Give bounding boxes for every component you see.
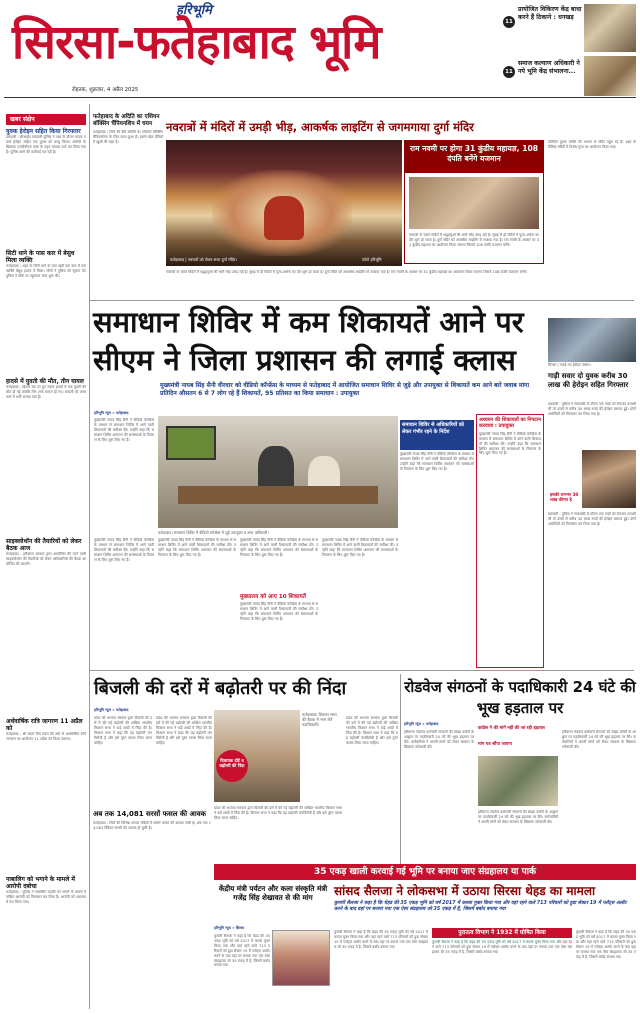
brief-6 (6, 876, 86, 1015)
heroin-photo (582, 450, 636, 508)
bijli-byline: हरिभूमि न्यूज » फतेहाबाद (94, 708, 129, 712)
roadways-bullet-1: कांग्रेस ने की मांगें नहीं की जा रही हड़ताल (478, 726, 545, 731)
brief-5 (6, 718, 86, 790)
navratri-box-headline: राम नवमी पर होगा 31 कुंडीय महायज्ञ, 108 दंपति बनेंगे यजमान (405, 141, 543, 173)
roadways-byline: हरिभूमि न्यूज » फतेहाबाद (404, 722, 439, 726)
main-subhead: मुख्यालय को आए 10 शिकायतें (240, 594, 306, 600)
bijli-body-3: प्रदेश की भाजपा सरकार द्वारा बिजली की दरों में की गई बढ़ोतरी की अखिल भारतीय किसान सभा ने कड़े शब्दों में निंदा की है। किसान सभा ने कहा कि यह बढ़ोतरी जनविरोधी है और इसे तुरंत वापस लिया जाना चाहिए। (214, 806, 342, 820)
brief-body: फतेहाबाद : शहर के सिटी थाने के पास खड़ी एक कार में एक व्यक्ति बेसुध हालत में मिला। लोगों ने पुलिस को सूचना दी। पुलिस ने मौके पर पहुंचकर जांच शुरू की। (6, 264, 86, 278)
navratri-caption: फतेहाबाद | नवरात्रों को लेकर सजा दुर्गा मंदिर। (170, 257, 237, 262)
teaser-number-2[interactable]: 11 (503, 66, 515, 78)
roadways-body-3: हरियाणा रोडवेज कर्मचारी संगठनों की सांझा कमेटी के आह्वान पर पदाधिकारी 24 घंटे की भूख हड़ताल पर बैठे। कर्मचारियों ने अपनी मांगों को लेकर सरकार के खिलाफ नारेबाजी की। (562, 730, 636, 749)
brand-logo: हरिभूमि (176, 3, 212, 18)
main-right-box (476, 414, 544, 668)
bijli-body-2: प्रदेश की भाजपा सरकार द्वारा बिजली की दरों में की गई बढ़ोतरी की अखिल भारतीय किसान सभा ने कड़े शब्दों में निंदा की है। किसान सभा ने कहा कि यह बढ़ोतरी जनविरोधी है और इसे तुरंत वापस लिया जाना चाहिए। (156, 716, 212, 745)
brief-title: हादसे में युवती की मौत, तीन घायल (6, 378, 84, 385)
bijli-badge: विधायक दोटे व बढ़ोतरी की निंदा (216, 750, 248, 782)
navratri-photo-credit: फोटो हरिभूमि (362, 257, 382, 262)
selja-deck: कुमारी सैलजा ने कहा है कि थेहड की 35 एकड़ भूमि को वर्ष 2017 में कब्जा मुक्त किया गया और वहां रहने वाले 713 परिवारों को हुडा सेक्टर 19 में प्लॉट्स अलॉट करने के बाद वहां पर बनाया गया एक ऐसा संग्रहालय जो 35 एकड़ में है, जिसमें बर्बाद बनाया गया (334, 901, 627, 913)
main-headline-2: सीएम ने जिला प्रशासन की लगाई क्लास (93, 343, 516, 377)
bijli-headline: बिजली की दरों में बढ़ोतरी पर की निंदा (94, 678, 347, 699)
bijli-body-1: प्रदेश की भाजपा सरकार द्वारा बिजली की दरों में की गई बढ़ोतरी की अखिल भारतीय किसान सभा ने कड़े शब्दों में निंदा की है। किसान सभा ने कहा कि यह बढ़ोतरी जनविरोधी है और इसे तुरंत वापस लिया जाना चाहिए। (94, 716, 152, 745)
roadways-photo (478, 756, 558, 806)
main-right-box-head: अध्ययन की शिकायतों का निपटान करवाया : उपायुक्त (479, 417, 541, 430)
roadways-body-1: हरियाणा रोडवेज कर्मचारी संगठनों की सांझा कमेटी के आह्वान पर पदाधिकारी 24 घंटे की भूख हड़ताल पर बैठे। कर्मचारियों ने अपनी मांगों को लेकर सरकार के खिलाफ नारेबाजी की। (404, 730, 474, 749)
right-top-body: प्रतिदिन युवक भक्ति की भावना से मंदिर पहुंच रहे हैं। शहर के विभिन्न मंदिरों में विशेष पूजा का आयोजन किया गया। (548, 140, 636, 149)
roadways-bullet-2: मांग पत्र सौंपा जाएगा (478, 742, 512, 747)
kendriya-headline: केंद्रीय मंत्री पर्यटन और कला संस्कृति मंत्री गजेंद्र सिंह शेखावत से की मांग (218, 884, 328, 903)
right-body-2: डबवाली : पुलिस ने नाकाबंदी के दौरान एक गाड़ी को रोककर तलाशी ली तो उसमें से करीब 30 लाख रुपये की हेरोइन बरामद हुई। दोनों आरोपियों को गिरफ्तार कर लिया गया है। (548, 512, 636, 526)
brief-label: खबर संक्षेप (6, 114, 86, 125)
navratri-box-body: नवरात्रों के चलते मंदिरों में श्रद्धालुओं की भारी भीड़ उमड़ रही है। सुबह से ही मंदिरों में पूजा-अर्चना का दौर शुरू हो जाता है। दुर्गा मंदिर को आकर्षक लाइटिंग से सजाया गया है। राम नवमी के अवसर पर 31 कुंडीय महायज्ञ का आयोजन किया जाएगा जिसमें 108 दंपति यजमान बनेंगे। (409, 233, 539, 247)
selja-headline: सांसद सैलजा ने लोकसभा में उठाया सिरसा थेहड का मामला (334, 884, 596, 898)
brief-title: सिटी थाने के पास कार में बेसुध मिला व्यक्ति (6, 250, 75, 264)
main-body-col4: मुख्यमंत्री नायब सिंह सैनी ने वीडियो कॉन्फ्रेंस के माध्यम से समाधान शिविर में आने वाली शिकायतों की समीक्षा की। उन्होंने कहा कि समाधान शिविर आमजन की समस्याओं के निवारण के लिए शुरू किए गए हैं। (240, 538, 318, 557)
brief-4 (6, 538, 86, 700)
museum-banner: 35 एकड़ खाली करवाई गई भूमि पर बनाया जाए संग्रहालय या पार्क (214, 864, 636, 880)
dateline: रोहतक, शुक्रवार, 4 अप्रैल 2025 (72, 87, 139, 93)
masthead-title: सिरसा-फतेहाबाद भूमि (12, 15, 381, 70)
aditi-story (93, 114, 163, 300)
brief-body: डबवाली : सीआईए डबवाली पुलिस ने गश्त के दौरान मादक पदार्थ हेरोइन सहित एक युवक को काबू किया। आरोपी के खिलाफ एनडीपीएस एक्ट के तहत मामला दर्ज कर लिया गया है। पुलिस आगे की कार्रवाई कर रही है। (6, 135, 86, 154)
brief-title: नाबालिग को भगाने के मामले में आरोपी दबोचा (6, 876, 75, 890)
main-photo-caption: फतेहाबाद। समाधान शिविर में वीडियो कॉन्फ्रेंस में जुड़े उपायुक्त व अन्य अधिकारी। (158, 530, 269, 535)
main-body-col3: मुख्यमंत्री नायब सिंह सैनी ने वीडियो कॉन्फ्रेंस के माध्यम से समाधान शिविर में आने वाली शिकायतों की समीक्षा की। उन्होंने कहा कि समाधान शिविर आमजन की समस्याओं के निवारण के लिए शुरू किए गए हैं। (158, 538, 236, 557)
selja-body-3: कुमारी सैलजा ने कहा है कि थेहड की 35 एकड़ भूमि को वर्ष 2017 में कब्जा मुक्त किया गया और वहां रहने वाले 713 परिवारों को हुडा सेक्टर 19 में प्लॉट्स अलॉट करने के बाद वहां पर बनाया गया एक ऐसा संग्रहालय जो 35 एकड़ में है, जिसमें बर्बाद बनाया गया (576, 930, 636, 959)
aditi-body: फतेहाबाद : जिले की बेटी अदिति का एशियन बॉक्सिंग चैंपियनशिप के लिए चयन हुआ है। इससे खेल प्रेमियों में खुशी की लहर है। (93, 130, 163, 144)
main-body-col4b: मुख्यमंत्री नायब सिंह सैनी ने वीडियो कॉन्फ्रेंस के माध्यम से समाधान शिविर में आने वाली शिकायतों की समीक्षा की। उन्होंने कहा कि समाधान शिविर आमजन की समस्याओं के निवारण के लिए शुरू किए गए हैं। (240, 602, 318, 621)
teaser-photo-1 (584, 4, 636, 52)
heroin-headline: गाड़ी सवार दो युवक करीब 30 लाख की हेरोइन सहित गिरफ्तार (548, 372, 629, 389)
bijli-photo-caption: फतेहाबाद। किसान सभा की बैठक में भाग लेते पदाधिकारी। (302, 712, 337, 728)
main-box-title: समाधान शिविर से अधिकारियों को लेकर गंभीर रहने के निर्देश (402, 422, 464, 435)
brief-body: फतेहाबाद : हिसार रोड पर हुए सड़क हादसे में एक युवती की मौत हो गई जबकि तीन अन्य घायल हो गए। घायलों को अस्पताल में भर्ती कराया गया है। (6, 385, 86, 399)
teaser-text-1[interactable]: प्रायोजित विकिरण केंद्र बाधा करने हैं ठिकाने : धनखड़ (518, 6, 582, 21)
kendriya-body: कुमारी सैलजा ने कहा है कि थेहड की 35 एकड़ भूमि को वर्ष 2017 में कब्जा मुक्त किया गया और वहां रहने वाले 713 परिवारों को हुडा सेक्टर 19 में प्लॉट्स अलॉट करने के बाद वहां पर बनाया गया एक ऐसा संग्रहालय जो 35 एकड़ में है, जिसमें बर्बाद बनाया गया (214, 934, 270, 968)
teaser-text-2[interactable]: समाज कल्याण अधिकारी ने नये भूमि केंद्र संभालना... (518, 60, 580, 75)
main-body-col2: मुख्यमंत्री नायब सिंह सैनी ने वीडियो कॉन्फ्रेंस के माध्यम से समाधान शिविर में आने वाली शिकायतों की समीक्षा की। उन्होंने कहा कि समाधान शिविर आमजन की समस्याओं के निवारण के लिए शुरू किए गए हैं। (94, 538, 154, 562)
main-body-col1: मुख्यमंत्री नायब सिंह सैनी ने वीडियो कॉन्फ्रेंस के माध्यम से समाधान शिविर में आने वाली शिकायतों की समीक्षा की। उन्होंने कहा कि समाधान शिविर आमजन की समस्याओं के निवारण के लिए शुरू किए गए हैं। (94, 418, 154, 442)
navratri-photo (166, 140, 402, 266)
brief-title: अर्धवार्षिक रात्रि जागरण 11 अप्रैल को (6, 718, 83, 732)
mustard-body: फतेहाबाद : जिले की विभिन्न अनाज मंडियों में सरसों फसल की आवक जारी है। अब तक 14,081 क्विंटल सरसों की आवक हो चुकी है। (93, 820, 211, 830)
main-headline-1: समाधान शिविर में कम शिकायतें आने पर (93, 305, 524, 339)
bijli-body-4: प्रदेश की भाजपा सरकार द्वारा बिजली की दरों में की गई बढ़ोतरी की अखिल भारतीय किसान सभा ने कड़े शब्दों में निंदा की है। किसान सभा ने कहा कि यह बढ़ोतरी जनविरोधी है और इसे तुरंत वापस लिया जाना चाहिए। (346, 716, 398, 745)
main-byline: हरिभूमि न्यूज » फतेहाबाद (94, 411, 129, 415)
brief-body: फतेहाबाद : पुलिस ने नाबालिग लड़की को भगाने के मामले में वांछित आरोपी को गिरफ्तार कर लिया है। आरोपी को अदालत में पेश किया गया। (6, 890, 86, 904)
selja-body-2: कुमारी सैलजा ने कहा है कि थेहड की 35 एकड़ भूमि को वर्ष 2017 में कब्जा मुक्त किया गया और वहां रहने वाले 713 परिवारों को हुडा सेक्टर 19 में प्लॉट्स अलॉट करने के बाद वहां पर बनाया गया एक ऐसा संग्रहालय जो 35 एकड़ में है, जिसमें बर्बाद बनाया गया (432, 940, 572, 954)
brief-2 (6, 250, 86, 344)
main-photo (158, 416, 398, 528)
brief-title: साइक्लोथॉन की तैयारियों को लेकर बैठक आज (6, 538, 82, 552)
brief-3 (6, 378, 86, 485)
selja-box: पुरातत्व विभाग ने 1932 में घोषित किया (432, 928, 572, 938)
brief-body: फतेहाबाद : श्री श्याम मित्र मंडल की ओर से अर्धवार्षिक रात्रि जागरण का आयोजन 11 अप्रैल को किया जाएगा। (6, 732, 86, 741)
main-box-body: मुख्यमंत्री नायब सिंह सैनी ने वीडियो कॉन्फ्रेंस के माध्यम से समाधान शिविर में आने वाली शिकायतों की समीक्षा की। उन्होंने कहा कि समाधान शिविर आमजन की समस्याओं के निवारण के लिए शुरू किए गए हैं। (400, 452, 474, 471)
masthead (0, 0, 500, 93)
heroin-quote: इसकी लगभग 30 लाख कीमत है (550, 492, 579, 503)
brief-1 (6, 128, 86, 190)
main-deck: मुख्यमंत्री नायब सिंह सैनी वीरवार को वीडियो कॉन्फ्रेंस के माध्यम से फतेहाबाद में आयोजित समाधान शिविर से जुड़े और उपायुक्त से शिकायतें कम आने बारे जवाब मांगा प्रतिदिन औसतन 6 से 7 लोग रहे हैं शिकायतें, 95 प्रतिशत का किया समाधान : उपायुक्त (160, 382, 530, 397)
mustard-story (93, 810, 211, 971)
navratri-headline: नवरात्रों में मंदिरों में उमड़ी भीड़, आकर्षक लाइटिंग से जगमगाया दुर्गा मंदिर (166, 120, 474, 134)
bijli-photo (214, 710, 300, 802)
teaser-number-1[interactable]: 11 (503, 16, 515, 28)
brief-title: युवक हेरोइन सहित किया गिरफ्तार (6, 128, 81, 135)
right-photo (548, 318, 636, 362)
heroin-body: डबवाली : पुलिस ने नाकाबंदी के दौरान एक गाड़ी को रोककर तलाशी ली तो उसमें से करीब 30 लाख रुपये की हेरोइन बरामद हुई। दोनों आरोपियों को गिरफ्तार कर लिया गया है। (548, 402, 636, 416)
navratri-body: नवरात्रों के चलते मंदिरों में श्रद्धालुओं की भारी भीड़ उमड़ रही है। सुबह से ही मंदिरों में पूजा-अर्चना का दौर शुरू हो जाता है। दुर्गा मंदिर को आकर्षक लाइटिंग से सजाया गया है। राम नवमी के अवसर पर 31 कुंडीय महायज्ञ का आयोजन किया जाएगा जिसमें 108 दंपति यजमान बनेंगे। (166, 270, 528, 274)
selja-body-1: कुमारी सैलजा ने कहा है कि थेहड की 35 एकड़ भूमि को वर्ष 2017 में कब्जा मुक्त किया गया और वहां रहने वाले 713 परिवारों को हुडा सेक्टर 19 में प्लॉट्स अलॉट करने के बाद वहां पर बनाया गया एक ऐसा संग्रहालय जो 35 एकड़ में है, जिसमें बर्बाद बनाया गया (334, 930, 428, 949)
roadways-headline: रोडवेज संगठनों के पदाधिकारी 24 घंटे की भूख हड़ताल पर (404, 678, 636, 717)
roadways-body-2: हरियाणा रोडवेज कर्मचारी संगठनों की सांझा कमेटी के आह्वान पर पदाधिकारी 24 घंटे की भूख हड़ताल पर बैठे। कर्मचारियों ने अपनी मांगों को लेकर सरकार के खिलाफ नारेबाजी की। (478, 810, 558, 824)
right-caption: सिरसा | पकड़े गए हेरोइन तस्कर। (548, 363, 591, 367)
teaser-photo-2 (584, 56, 636, 96)
aditi-headline: फतेहाबाद के अदिति का एशियन बॉक्सिंग चैंपियनशिप में चयन (93, 114, 160, 127)
mustard-headline: अब तक 14,081 सरसों फसल की आवक (93, 810, 206, 818)
selja-photo (272, 930, 330, 986)
navratri-box (404, 140, 544, 264)
main-body-col5: मुख्यमंत्री नायब सिंह सैनी ने वीडियो कॉन्फ्रेंस के माध्यम से समाधान शिविर में आने वाली शिकायतों की समीक्षा की। उन्होंने कहा कि समाधान शिविर आमजन की समस्याओं के निवारण के लिए शुरू किए गए हैं। (322, 538, 398, 557)
kendriya-byline: हरिभूमि न्यूज » सिरसा (214, 926, 244, 930)
main-right-box-body: मुख्यमंत्री नायब सिंह सैनी ने वीडियो कॉन्फ्रेंस के माध्यम से समाधान शिविर में आने वाली शिकायतों की समीक्षा की। उन्होंने कहा कि समाधान शिविर आमजन की समस्याओं के निवारण के लिए शुरू किए गए हैं। (479, 431, 541, 456)
main-blue-box (400, 420, 474, 450)
brief-body: फतेहाबाद : हरियाणा सरकार द्वारा आयोजित की जाने वाली साइक्लोथॉन की तैयारियों को लेकर अधिकारियों की बैठक आयोजित की जाएगी। (6, 552, 86, 566)
